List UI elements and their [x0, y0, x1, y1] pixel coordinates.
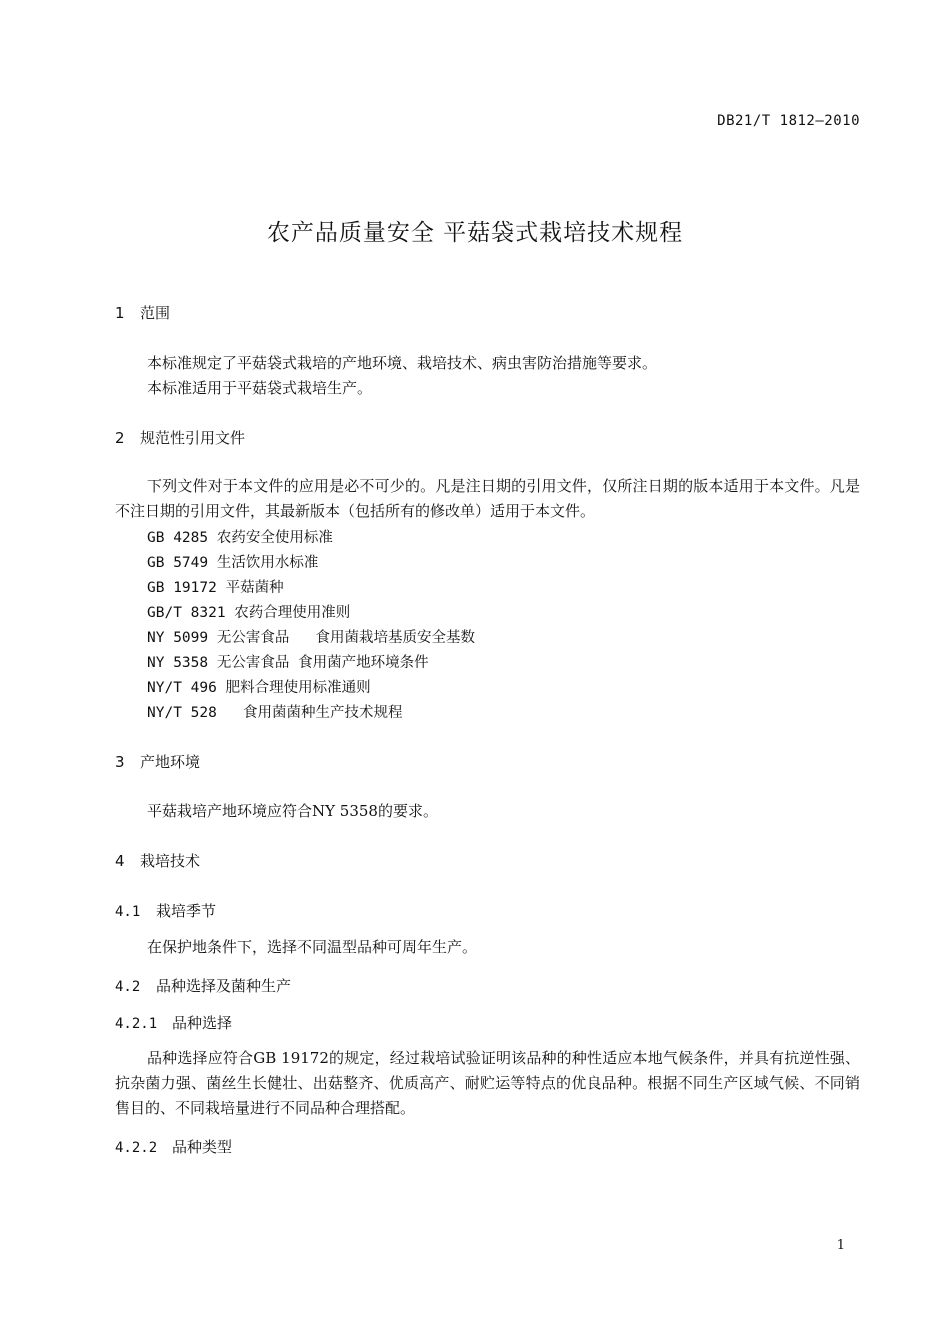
reference-item: NY/T 528 食用菌菌种生产技术规程 — [147, 705, 403, 721]
reference-item: GB 4285 农药安全使用标准 — [147, 530, 333, 546]
reference-item: GB 19172 平菇菌种 — [147, 580, 284, 596]
reference-item: NY/T 496 肥料合理使用标准通则 — [147, 680, 371, 696]
reference-item: NY 5099 无公害食品 食用菌栽培基质安全基数 — [147, 630, 476, 646]
subsection-4-2-1-heading — [115, 1012, 232, 1033]
section-4-heading — [115, 850, 200, 871]
reference-item: NY 5358 无公害食品 食用菌产地环境条件 — [147, 655, 429, 671]
subsection-title: 栽培季节 — [156, 902, 217, 920]
section-number: 4 — [115, 852, 125, 870]
subsection-4-2-heading — [115, 975, 291, 996]
paragraph: 本标准规定了平菇袋式栽培的产地环境、栽培技术、病虫害防治措施等要求。 — [147, 354, 658, 372]
section-number: 3 — [115, 753, 125, 771]
document-title: 农产品质量安全 平菇袋式栽培技术规程 — [266, 220, 684, 246]
subsection-number: 4.1 — [115, 904, 141, 920]
section-title: 产地环境 — [140, 753, 201, 771]
section-title: 栽培技术 — [140, 852, 201, 870]
section-1-heading — [115, 302, 170, 323]
section-3-heading — [115, 751, 200, 772]
subsection-title: 品种选择及菌种生产 — [156, 977, 292, 995]
paragraph: 本标准适用于平菇袋式栽培生产。 — [147, 379, 373, 397]
subsection-title: 品种类型 — [172, 1138, 233, 1156]
reference-item: GB/T 8321 农药合理使用准则 — [147, 605, 351, 621]
paragraph: 在保护地条件下，选择不同温型品种可周年生产。 — [147, 938, 478, 956]
reference-item: GB 5749 生活饮用水标准 — [147, 555, 319, 571]
intro-paragraph: 下列文件对于本文件的应用是必不可少的。凡是注日期的引用文件，仅所注日期的版本适用于本文件。凡是不注日期的引用文件，其最新版本（包括所有的修改单）适用于本文件。 — [115, 477, 860, 520]
section-title: 规范性引用文件 — [140, 429, 246, 447]
section-2-heading — [115, 427, 245, 448]
section-number: 1 — [115, 304, 125, 322]
subsection-4-2-2-heading — [115, 1136, 232, 1157]
section-number: 2 — [115, 429, 125, 447]
page-number: 1 — [836, 1238, 845, 1253]
section-title: 范围 — [140, 304, 171, 322]
standard-code: DB21/T 1812—2010 — [717, 113, 860, 129]
subsection-4-1-heading — [115, 900, 216, 921]
subsection-number: 4.2.1 — [115, 1016, 158, 1032]
paragraph: 平菇栽培产地环境应符合NY 5358的要求。 — [147, 802, 438, 820]
paragraph: 品种选择应符合GB 19172的规定，经过栽培试验证明该品种的种性适应本地气候条件，并具有抗逆性强、抗杂菌力强、菌丝生长健壮、出菇整齐、优质高产、耐贮运等特点的优良品种。根据不同生产区域气候、不同销售目的、不同栽培量进行不同品种合理搭配。 — [115, 1049, 860, 1117]
subsection-number: 4.2 — [115, 979, 141, 995]
subsection-title: 品种选择 — [172, 1014, 233, 1032]
subsection-number: 4.2.2 — [115, 1140, 158, 1156]
